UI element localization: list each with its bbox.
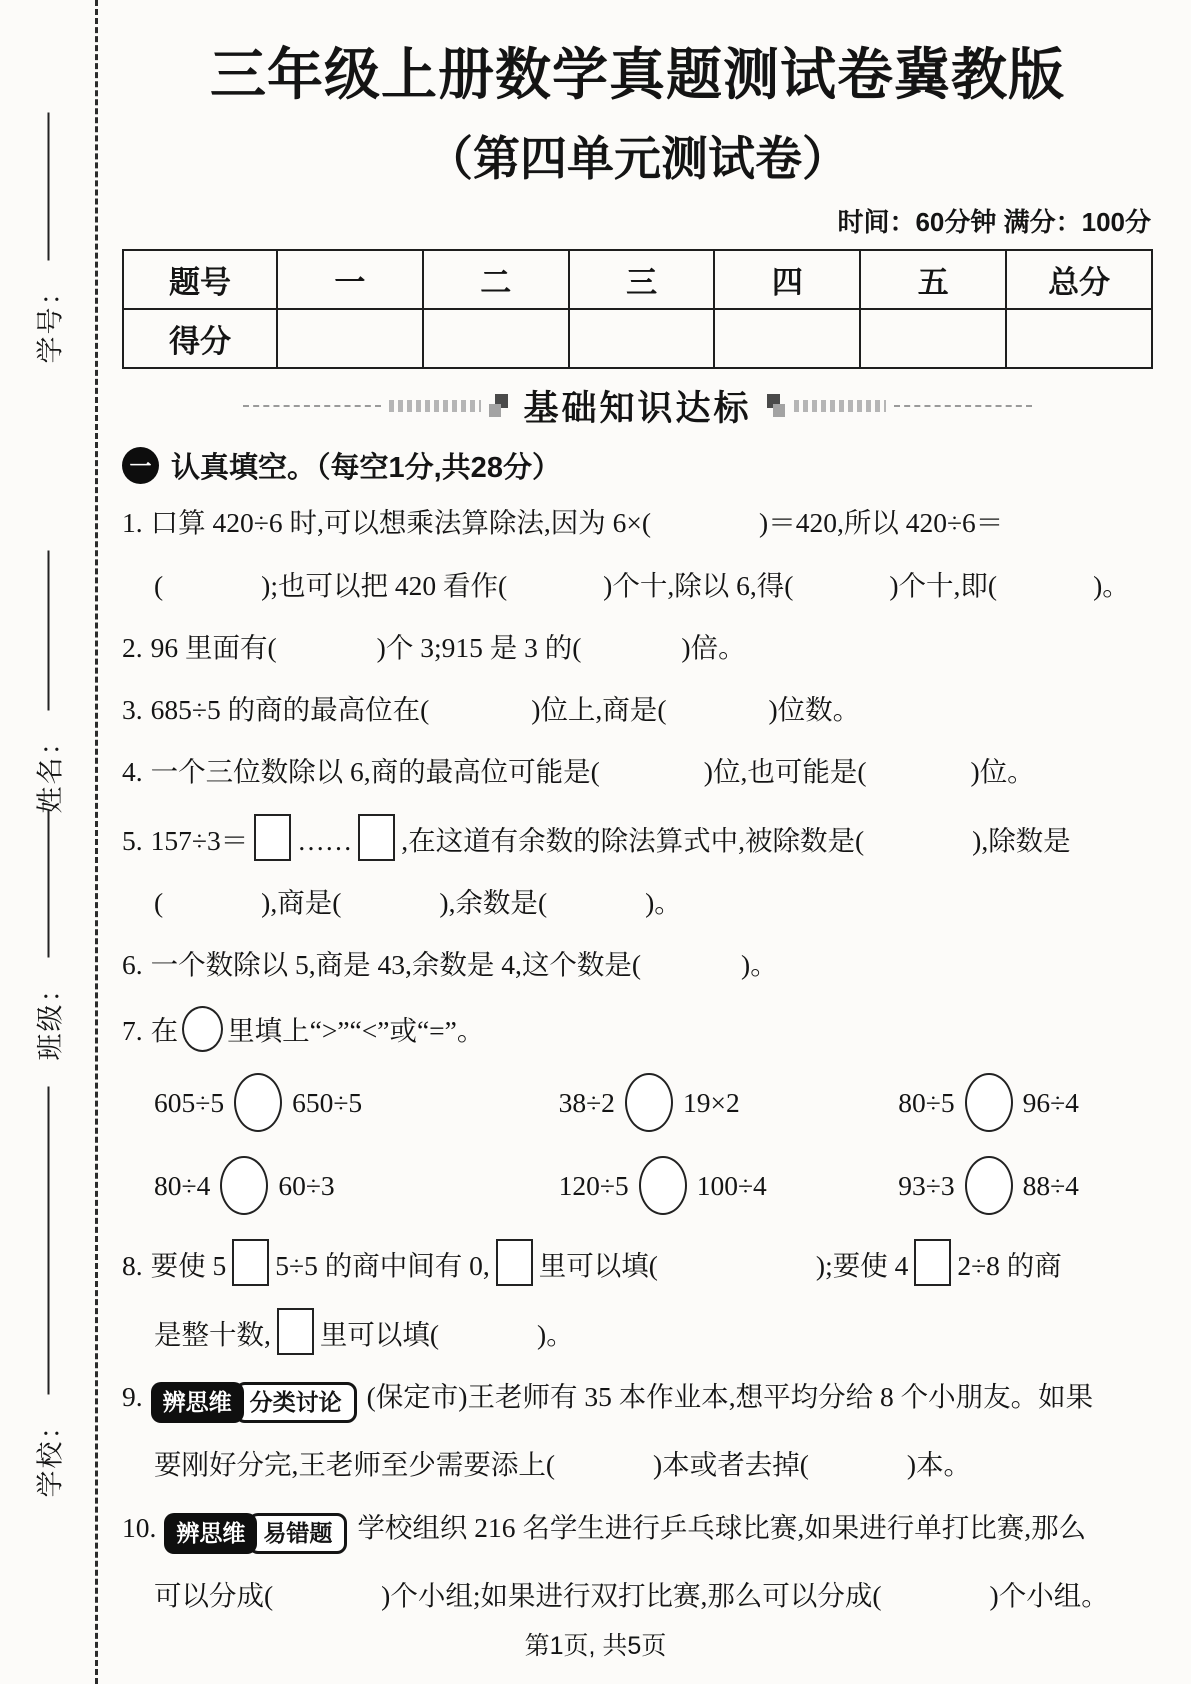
paren-open: ( [857, 756, 867, 788]
question [122, 1507, 1153, 1617]
score-cell [423, 309, 569, 368]
compare-item [154, 1156, 559, 1215]
question-line [122, 1376, 1153, 1424]
paren-close: ) [970, 756, 980, 788]
paren-close: ) [645, 886, 655, 918]
score-table-header-cell: 总分 [1006, 250, 1152, 309]
compare-circle [965, 1156, 1013, 1215]
question-text: 位。 [979, 756, 1035, 788]
compare-right: 19×2 [682, 1086, 740, 1118]
paren-close: ) [439, 886, 449, 918]
score-cell [860, 309, 1006, 368]
paren-close: ) [653, 1449, 663, 1481]
question-text: 157÷3＝ [150, 824, 249, 856]
paren-open: ( [497, 569, 508, 601]
paren-close: ) [376, 631, 386, 663]
paren-open: ( [154, 569, 164, 601]
score-table-header-row [123, 250, 1152, 309]
question-number: 9. [122, 1380, 143, 1412]
sidebar-field [28, 113, 67, 364]
question [122, 751, 1153, 792]
blank-gap [867, 779, 971, 781]
paren-close: ) [603, 569, 613, 601]
paren-close: ) [972, 824, 982, 856]
question-text: 位上,商是 [540, 694, 658, 726]
paren-open: ( [332, 886, 342, 918]
exam-meta: 时间：60分钟 满分：100分 [837, 207, 1151, 238]
paren-close: ) [261, 886, 271, 918]
question-text: …… [297, 824, 353, 856]
question-text: 个十,除以 6,得 [612, 569, 785, 601]
blank-gap [507, 593, 603, 595]
paren-open: ( [872, 1580, 882, 1612]
compare-item [154, 1073, 559, 1132]
answer-blank [649, 1250, 825, 1281]
compare-circle [965, 1073, 1013, 1132]
question-line [122, 627, 1153, 668]
compare-left: 80÷5 [898, 1086, 955, 1118]
question-text: 倍。 [690, 631, 746, 663]
paren-close: ) [759, 507, 769, 539]
part1-heading [122, 445, 1153, 486]
question-number: 8. [122, 1250, 143, 1282]
sidebar-fill-line [47, 1087, 49, 1395]
score-cell [714, 309, 860, 368]
blank-gap [793, 593, 889, 595]
answer-blank [546, 1449, 662, 1480]
blank-gap [547, 910, 645, 912]
paren-open: ( [267, 631, 277, 663]
question-text: 在 [150, 1015, 179, 1047]
question-text: 个小组。 [998, 1580, 1109, 1612]
sidebar-field-label: 学校： [35, 1410, 65, 1498]
paren-open: ( [987, 569, 998, 601]
score-table-header-cell: 四 [714, 250, 860, 309]
question-text: 个十,即 [898, 569, 988, 601]
answer-blank [657, 694, 777, 725]
question-text: ;要使 4 [825, 1250, 909, 1282]
answer-blank [264, 1580, 390, 1611]
paren-open: ( [784, 569, 794, 601]
blank-gap [341, 910, 439, 912]
blank-gap [277, 655, 377, 657]
score-table-header-cell: 三 [569, 250, 715, 309]
question [122, 502, 1153, 606]
question-line [122, 1444, 1153, 1485]
sidebar-field-label: 姓名： [35, 726, 65, 814]
compare-left: 120÷5 [558, 1169, 629, 1201]
paren-open: ( [537, 886, 548, 918]
blank-gap [666, 717, 768, 719]
question-number: 10. [122, 1511, 157, 1543]
score-cell [1006, 309, 1152, 368]
paren-open: ( [572, 631, 582, 663]
question-text: 里可以填 [538, 1250, 649, 1282]
sidebar-field [28, 810, 67, 1061]
question-text: 。 [654, 886, 682, 918]
paren-open: ( [799, 1449, 809, 1481]
question-line [122, 1507, 1153, 1555]
sidebar-field-label: 班级： [35, 973, 65, 1061]
question-line [122, 814, 1153, 861]
score-table-header-cell: 题号 [123, 250, 277, 309]
score-row-label: 得分 [123, 309, 277, 368]
question-text: 96 里面有 [150, 631, 268, 663]
question [122, 1006, 1153, 1215]
sidebar-fill-line [47, 551, 49, 711]
section-banner-title: 基础知识达标 [523, 389, 752, 429]
banner-decoration-right [764, 393, 1032, 419]
paren-open: ( [429, 1318, 440, 1350]
answer-blank [420, 694, 540, 725]
blank-gap [641, 972, 741, 974]
paren-close: ) [261, 569, 271, 601]
question-line [122, 944, 1153, 985]
question-text: 。 [546, 1318, 574, 1350]
answer-blank [632, 949, 750, 980]
paren-close: ) [906, 1449, 917, 1481]
question-text: 个 3;915 是 3 的 [385, 631, 573, 663]
score-cell [569, 309, 715, 368]
compare-item [559, 1073, 899, 1132]
blank-gap [882, 1603, 990, 1605]
question-list [122, 502, 1153, 1616]
answer-blank [538, 887, 654, 918]
compare-item [898, 1073, 1153, 1132]
score-cell [277, 309, 423, 368]
answer-blank [800, 1449, 916, 1480]
paren-close: ) [681, 631, 691, 663]
answer-blank [988, 570, 1102, 601]
question [122, 627, 1153, 668]
answer-blank [855, 825, 981, 856]
blank-gap [273, 1603, 381, 1605]
question [122, 1376, 1153, 1486]
banner-decoration-left [243, 393, 511, 419]
answer-blank [872, 1580, 998, 1611]
question-number: 2. [122, 631, 143, 663]
question-number: 6. [122, 949, 143, 981]
paren-open: ( [264, 1580, 274, 1612]
question-text: 位数。 [777, 694, 861, 726]
compare-circle [234, 1073, 282, 1132]
question-number: 3. [122, 694, 143, 726]
answer-box [277, 1308, 314, 1355]
question-text: ,在这道有余数的除法算式中,被除数是 [401, 824, 855, 856]
section-banner [122, 381, 1153, 431]
answer-box [358, 814, 395, 861]
compare-circle [182, 1006, 223, 1052]
page-footer: 第1页, 共5页 [524, 1632, 667, 1660]
answer-blank [154, 887, 270, 918]
compare-circle [625, 1073, 673, 1132]
question-text: 5÷5 的商中间有 0, [275, 1250, 490, 1282]
sidebar-fill-line [47, 810, 49, 958]
topic-badge: 易错题 [248, 1513, 347, 1555]
question [122, 689, 1153, 730]
dash-line-icon [243, 405, 381, 407]
answer-blank [784, 570, 898, 601]
blank-gap [163, 593, 261, 595]
paren-close: ) [741, 949, 751, 981]
question-text: ＝420,所以 420÷6＝ [768, 507, 1004, 539]
question-text: ,除数是 [981, 824, 1071, 856]
compare-item [559, 1156, 899, 1215]
paren-close: ) [889, 569, 899, 601]
exam-content [98, 0, 1191, 1637]
part1-title: 认真填空。（每空1分,共28分） [171, 452, 561, 485]
question [122, 1239, 1153, 1355]
question-text: 一个数除以 5,商是 43,余数是 4,这个数是 [150, 949, 632, 981]
question-text: (保定市)王老师有 35 本作业本,想平均分给 8 个小朋友。如果 [366, 1380, 1094, 1412]
compare-item [898, 1156, 1153, 1215]
paren-close: ) [768, 694, 778, 726]
question-line [122, 882, 1153, 923]
answer-blank [857, 756, 979, 787]
question-text: 。 [1102, 569, 1130, 601]
question-line [122, 1308, 1153, 1355]
page-subtitle: （第四单元测试卷） [426, 131, 849, 185]
answer-box [914, 1239, 951, 1286]
paren-close: ) [531, 694, 541, 726]
question-number: 4. [122, 756, 143, 788]
blank-gap [651, 530, 759, 532]
question-line [122, 689, 1153, 730]
score-table-header-cell: 二 [423, 250, 569, 309]
squares-icon [489, 393, 511, 419]
score-table-header-cell: 一 [277, 250, 423, 309]
question-line [122, 1575, 1153, 1616]
paren-open: ( [154, 886, 164, 918]
paren-open: ( [641, 507, 652, 539]
paren-close: ) [381, 1580, 391, 1612]
question-text: 里填上“>”“<”或“=”。 [227, 1015, 485, 1047]
paren-open: ( [657, 694, 667, 726]
answer-blank [591, 756, 713, 787]
question-text: ,商是 [270, 886, 333, 918]
paren-open: ( [420, 694, 430, 726]
sidebar-fill-line [47, 113, 49, 261]
answer-blank [154, 570, 270, 601]
answer-blank [430, 1319, 546, 1350]
blank-gap [429, 717, 531, 719]
topic-badge: 分类讨论 [235, 1382, 357, 1424]
compare-right: 100÷4 [696, 1169, 767, 1201]
question-text: 一个三位数除以 6,商的最高位可能是 [150, 756, 591, 788]
compare-circle [220, 1156, 268, 1215]
question-text: 。 [750, 949, 778, 981]
squares-icon [764, 393, 786, 419]
question-text: 口算 420÷6 时,可以想乘法算除法,因为 6× [150, 507, 642, 539]
paren-open: ( [631, 949, 642, 981]
paren-close: ) [815, 1250, 826, 1282]
question-text: 本。 [916, 1449, 972, 1481]
blank-gap [658, 1273, 816, 1275]
blank-gap [997, 593, 1093, 595]
question-text: 位,也可能是 [712, 756, 858, 788]
answer-box [496, 1239, 533, 1286]
question-text: ,余数是 [448, 886, 538, 918]
blank-gap [809, 1472, 907, 1474]
margin-sidebar [0, 0, 98, 1684]
question-text: 个小组;如果进行双打比赛,那么可以分成 [390, 1580, 873, 1612]
compare-left: 80÷4 [154, 1169, 211, 1201]
compare-circle [639, 1156, 687, 1215]
question-text: 可以分成 [154, 1580, 264, 1612]
paren-open: ( [545, 1449, 556, 1481]
question-number: 1. [122, 507, 143, 539]
question-text: 685÷5 的商的最高位在 [150, 694, 421, 726]
sidebar-field [28, 551, 67, 814]
paren-close: ) [1093, 569, 1103, 601]
question [122, 944, 1153, 985]
blank-gap [864, 848, 972, 850]
hatch-lines-icon [794, 400, 886, 412]
question-number: 5. [122, 824, 143, 856]
score-table [122, 249, 1153, 369]
answer-box [254, 814, 291, 861]
dash-line-icon [894, 405, 1032, 407]
question-text: 要刚好分完,王老师至少需要添上 [154, 1449, 546, 1481]
question-number: 7. [122, 1015, 143, 1047]
blank-gap [581, 655, 681, 657]
blank-gap [600, 779, 704, 781]
compare-right: 650÷5 [292, 1086, 363, 1118]
compare-right: 88÷4 [1022, 1169, 1079, 1201]
score-table-score-row [123, 309, 1152, 368]
paren-close: ) [537, 1318, 547, 1350]
part-number-badge: 一 [122, 447, 159, 484]
paren-open: ( [648, 1250, 658, 1282]
answer-blank [332, 887, 448, 918]
question-text: 学校组织 216 名学生进行乒乓球比赛,如果进行单打比赛,那么 [357, 1511, 1087, 1543]
sidebar-field [28, 1087, 67, 1498]
page-title: 三年级上册数学真题测试卷冀教版 [210, 43, 1065, 106]
compare-row [122, 1156, 1153, 1215]
blank-gap [439, 1342, 537, 1344]
blank-gap [555, 1472, 653, 1474]
compare-right: 96÷4 [1022, 1086, 1079, 1118]
compare-left: 38÷2 [558, 1086, 615, 1118]
thinking-badge: 辨思维 [151, 1382, 244, 1424]
question-text: 本或者去掉 [662, 1449, 800, 1481]
paren-close: ) [703, 756, 713, 788]
answer-blank [642, 507, 768, 538]
compare-row [122, 1073, 1153, 1132]
question-text: 2÷8 的商 [957, 1250, 1062, 1282]
hatch-lines-icon [389, 400, 481, 412]
compare-right: 60÷3 [278, 1169, 335, 1201]
question-line [122, 1239, 1153, 1286]
question-line [122, 502, 1153, 543]
question-text: 要使 5 [150, 1250, 227, 1282]
thinking-badge: 辨思维 [164, 1513, 257, 1555]
paren-open: ( [590, 756, 600, 788]
answer-blank [498, 570, 612, 601]
question [122, 814, 1153, 924]
answer-blank [572, 632, 690, 663]
compare-left: 605÷5 [154, 1086, 225, 1118]
sidebar-field-label: 学号： [35, 276, 65, 364]
question-line [122, 751, 1153, 792]
paren-open: ( [854, 824, 865, 856]
answer-box [232, 1239, 269, 1286]
paren-close: ) [989, 1580, 999, 1612]
question-text: 里可以填 [319, 1318, 430, 1350]
compare-left: 93÷3 [898, 1169, 955, 1201]
question-line [122, 1006, 1153, 1052]
question-text: ;也可以把 420 看作 [270, 569, 498, 601]
answer-blank [268, 632, 386, 663]
question-line [122, 565, 1153, 606]
question-text: 是整十数, [154, 1318, 271, 1350]
score-table-header-cell: 五 [860, 250, 1006, 309]
blank-gap [163, 910, 261, 912]
